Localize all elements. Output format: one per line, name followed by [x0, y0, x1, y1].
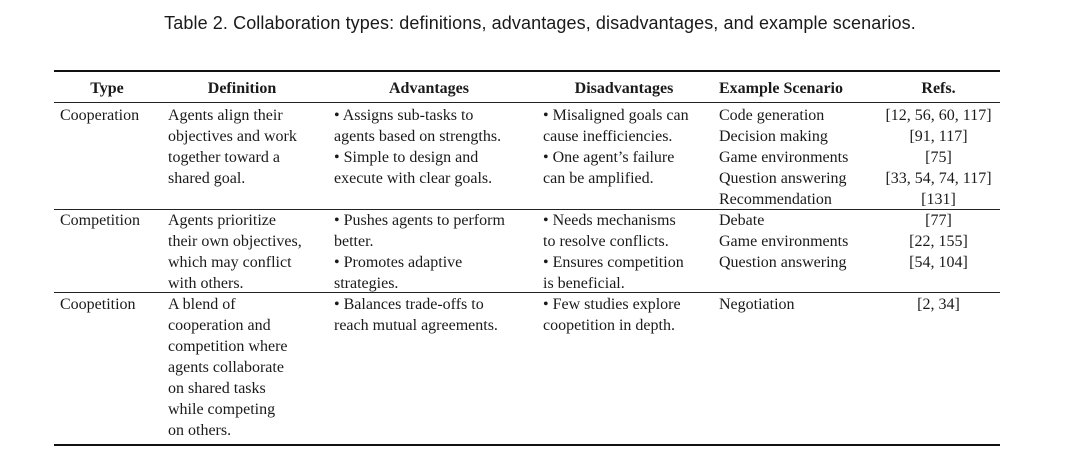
cell-disadvantages-line: is beneficial. [543, 275, 625, 292]
header-type: Type [90, 80, 124, 97]
cell-refs [877, 105, 1000, 210]
cell-advantages-line: • Pushes agents to perform [334, 212, 505, 229]
cell-type [60, 210, 140, 231]
cell-example-scenario-line: Game environments [719, 233, 849, 250]
cell-advantages-line: • Assigns sub-tasks to [334, 107, 474, 124]
cell-disadvantages-line: • Misaligned goals can [543, 107, 689, 124]
cell-advantages-line: better. [334, 233, 374, 250]
table-caption: Table 2. Collaboration types: definitions, advantages, disadvantages, and example scenarios. [164, 13, 916, 33]
cell-definition-line: objectives and work [168, 128, 297, 145]
cell-advantages-line: agents based on strengths. [334, 128, 502, 145]
cell-definition-line: together toward a [168, 149, 280, 166]
cell-refs-line: [91, 117] [909, 128, 968, 145]
cell-disadvantages-line: • Ensures competition [543, 254, 684, 271]
cell-definition-line: their own objectives, [168, 233, 302, 250]
cell-advantages-line: reach mutual agreements. [334, 317, 498, 334]
cell-advantages-line: strategies. [334, 275, 399, 292]
cell-definition-line: Agents prioritize [168, 212, 276, 229]
cell-definition-line: competition where [168, 338, 288, 355]
cell-refs [877, 210, 1000, 273]
cell-type-line: Coopetition [60, 296, 136, 313]
cell-definition-line: on others. [168, 422, 232, 439]
cell-definition-line: agents collaborate [168, 359, 284, 376]
cell-definition [168, 210, 302, 294]
header-definition: Definition [207, 80, 277, 97]
cell-advantages-line: • Simple to design and [334, 149, 479, 166]
cell-advantages [334, 105, 501, 189]
cell-type-line: Cooperation [60, 107, 140, 124]
table-top-rule [54, 70, 1000, 72]
cell-example-scenario-line: Debate [719, 212, 765, 229]
cell-definition-line: shared goal. [168, 170, 246, 187]
cell-disadvantages-line: • Needs mechanisms [543, 212, 676, 229]
cell-definition-line: A blend of [168, 296, 236, 313]
cell-refs-line: [77] [925, 212, 952, 229]
cell-example-scenario-line: Question answering [719, 254, 847, 271]
cell-type [60, 105, 139, 126]
cell-disadvantages-line: to resolve conflicts. [543, 233, 669, 250]
cell-type-line: Competition [60, 212, 140, 229]
cell-example-scenario-line: Recommendation [719, 191, 832, 208]
cell-disadvantages-line: coopetition in depth. [543, 317, 675, 334]
cell-example-scenario-line: Decision making [719, 128, 828, 145]
cell-disadvantages [543, 210, 684, 294]
cell-definition-line: on shared tasks [168, 380, 266, 397]
cell-disadvantages-line: • Few studies explore [543, 296, 681, 313]
cell-example-scenario-line: Code generation [719, 107, 825, 124]
cell-example-scenario-line: Question answering [719, 170, 847, 187]
cell-definition [168, 105, 297, 189]
cell-definition [168, 294, 288, 441]
cell-advantages-line: • Balances trade-offs to [334, 296, 484, 313]
cell-type [60, 294, 136, 315]
cell-disadvantages-line: cause inefficiencies. [543, 128, 673, 145]
cell-definition-line: with others. [168, 275, 244, 292]
cell-disadvantages-line: • One agent’s failure [543, 149, 675, 166]
cell-example-scenario-line: Game environments [719, 149, 849, 166]
cell-example-scenario [719, 210, 848, 273]
table-header-rule [54, 102, 1000, 103]
header-advantages: Advantages [388, 80, 469, 97]
cell-advantages [334, 294, 498, 336]
cell-definition-line: while competing [168, 401, 276, 418]
cell-refs-line: [33, 54, 74, 117] [885, 170, 992, 187]
cell-refs-line: [22, 155] [909, 233, 968, 250]
header-refs: Refs. [921, 80, 956, 97]
cell-refs-line: [2, 34] [917, 296, 960, 313]
cell-advantages [334, 210, 505, 294]
cell-definition-line: Agents align their [168, 107, 283, 124]
cell-disadvantages [543, 105, 689, 189]
cell-refs-line: [12, 56, 60, 117] [885, 107, 992, 124]
header-disadvantages: Disadvantages [574, 80, 674, 97]
cell-advantages-line: • Promotes adaptive [334, 254, 463, 271]
cell-definition-line: cooperation and [168, 317, 271, 334]
cell-disadvantages-line: can be amplified. [543, 170, 654, 187]
cell-example-scenario [719, 294, 795, 315]
header-example-scenario: Example Scenario [719, 80, 843, 97]
cell-refs [877, 294, 1000, 315]
cell-example-scenario-line: Negotiation [719, 296, 795, 313]
cell-refs-line: [131] [921, 191, 956, 208]
cell-refs-line: [75] [925, 149, 952, 166]
cell-definition-line: which may conflict [168, 254, 292, 271]
cell-example-scenario [719, 105, 848, 210]
cell-disadvantages [543, 294, 681, 336]
cell-refs-line: [54, 104] [909, 254, 968, 271]
table-bottom-rule [54, 444, 1000, 446]
cell-advantages-line: execute with clear goals. [334, 170, 493, 187]
